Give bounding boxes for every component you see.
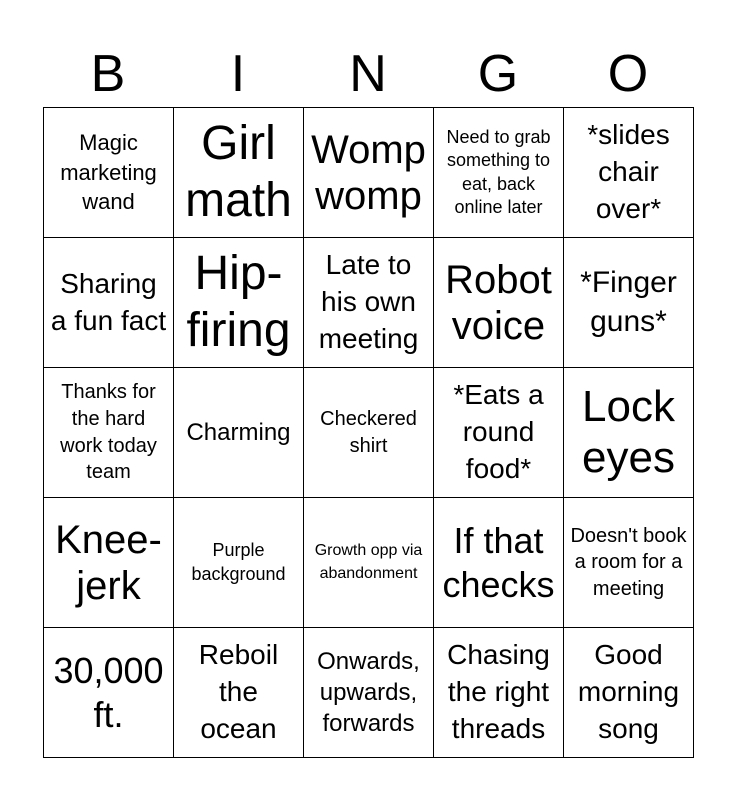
bingo-cell[interactable] xyxy=(44,628,174,758)
cell-text: Knee-jerk xyxy=(55,517,162,608)
bingo-cell[interactable] xyxy=(174,628,304,758)
bingo-cell[interactable] xyxy=(44,238,174,368)
cell-text: Good morning song xyxy=(577,639,680,744)
bingo-cell[interactable] xyxy=(564,368,694,498)
cell-text: Hip-firing xyxy=(186,246,291,357)
header-letter-o: O xyxy=(607,45,649,103)
cell-text: Need to grab something to eat, back online later xyxy=(446,126,551,217)
cell-text: Doesn't book a room for a meeting xyxy=(570,524,687,600)
bingo-cell[interactable] xyxy=(434,498,564,628)
cell-text: Late to his own meeting xyxy=(318,249,419,354)
bingo-cell[interactable] xyxy=(304,368,434,498)
cell-text: If that checks xyxy=(442,520,555,605)
bingo-cell[interactable] xyxy=(564,108,694,238)
cell-text: Purple background xyxy=(191,540,286,584)
bingo-cell[interactable] xyxy=(304,498,434,628)
cell-text: Magic marketing wand xyxy=(60,129,157,215)
bingo-cell[interactable] xyxy=(304,108,434,238)
cell-text: Onwards, upwards, forwards xyxy=(317,647,420,738)
header-letter-n: N xyxy=(349,45,387,103)
bingo-cell[interactable] xyxy=(434,368,564,498)
bingo-cell[interactable] xyxy=(304,628,434,758)
bingo-cell[interactable] xyxy=(174,238,304,368)
bingo-cell[interactable] xyxy=(44,368,174,498)
cell-text: Girl math xyxy=(185,116,292,227)
cell-text: Chasing the right threads xyxy=(447,639,550,744)
bingo-header xyxy=(43,40,693,108)
cell-text: Robot voice xyxy=(445,257,552,348)
bingo-cell[interactable] xyxy=(434,238,564,368)
cell-text: Checkered shirt xyxy=(320,407,417,457)
cell-text: Womp womp xyxy=(311,127,426,218)
cell-text: Growth opp via abandonment xyxy=(314,542,423,582)
cell-text: *Eats a round food* xyxy=(453,379,544,484)
bingo-cell[interactable] xyxy=(304,238,434,368)
cell-text: 30,000 ft. xyxy=(53,650,164,735)
cell-text: *slides chair over* xyxy=(587,119,670,224)
bingo-cell[interactable] xyxy=(434,108,564,238)
bingo-cell[interactable] xyxy=(564,628,694,758)
bingo-cell[interactable] xyxy=(44,498,174,628)
cell-text: *Finger guns* xyxy=(580,266,677,338)
bingo-cell[interactable] xyxy=(174,108,304,238)
cell-text: Sharing a fun fact xyxy=(50,267,167,336)
cell-text: Charming xyxy=(186,418,291,446)
bingo-cell[interactable] xyxy=(434,628,564,758)
header-letter-g: G xyxy=(477,45,519,103)
header-letter-i: I xyxy=(230,45,246,103)
cell-text: Reboil the ocean xyxy=(198,639,279,744)
bingo-cell[interactable] xyxy=(174,498,304,628)
bingo-cell[interactable] xyxy=(564,238,694,368)
cell-text: Lock eyes xyxy=(582,381,675,482)
bingo-cell[interactable] xyxy=(564,498,694,628)
header-letter-b: B xyxy=(90,45,126,103)
cell-text: Thanks for the hard work today team xyxy=(60,381,157,484)
bingo-board xyxy=(43,107,694,758)
bingo-cell[interactable] xyxy=(44,108,174,238)
bingo-cell[interactable] xyxy=(174,368,304,498)
